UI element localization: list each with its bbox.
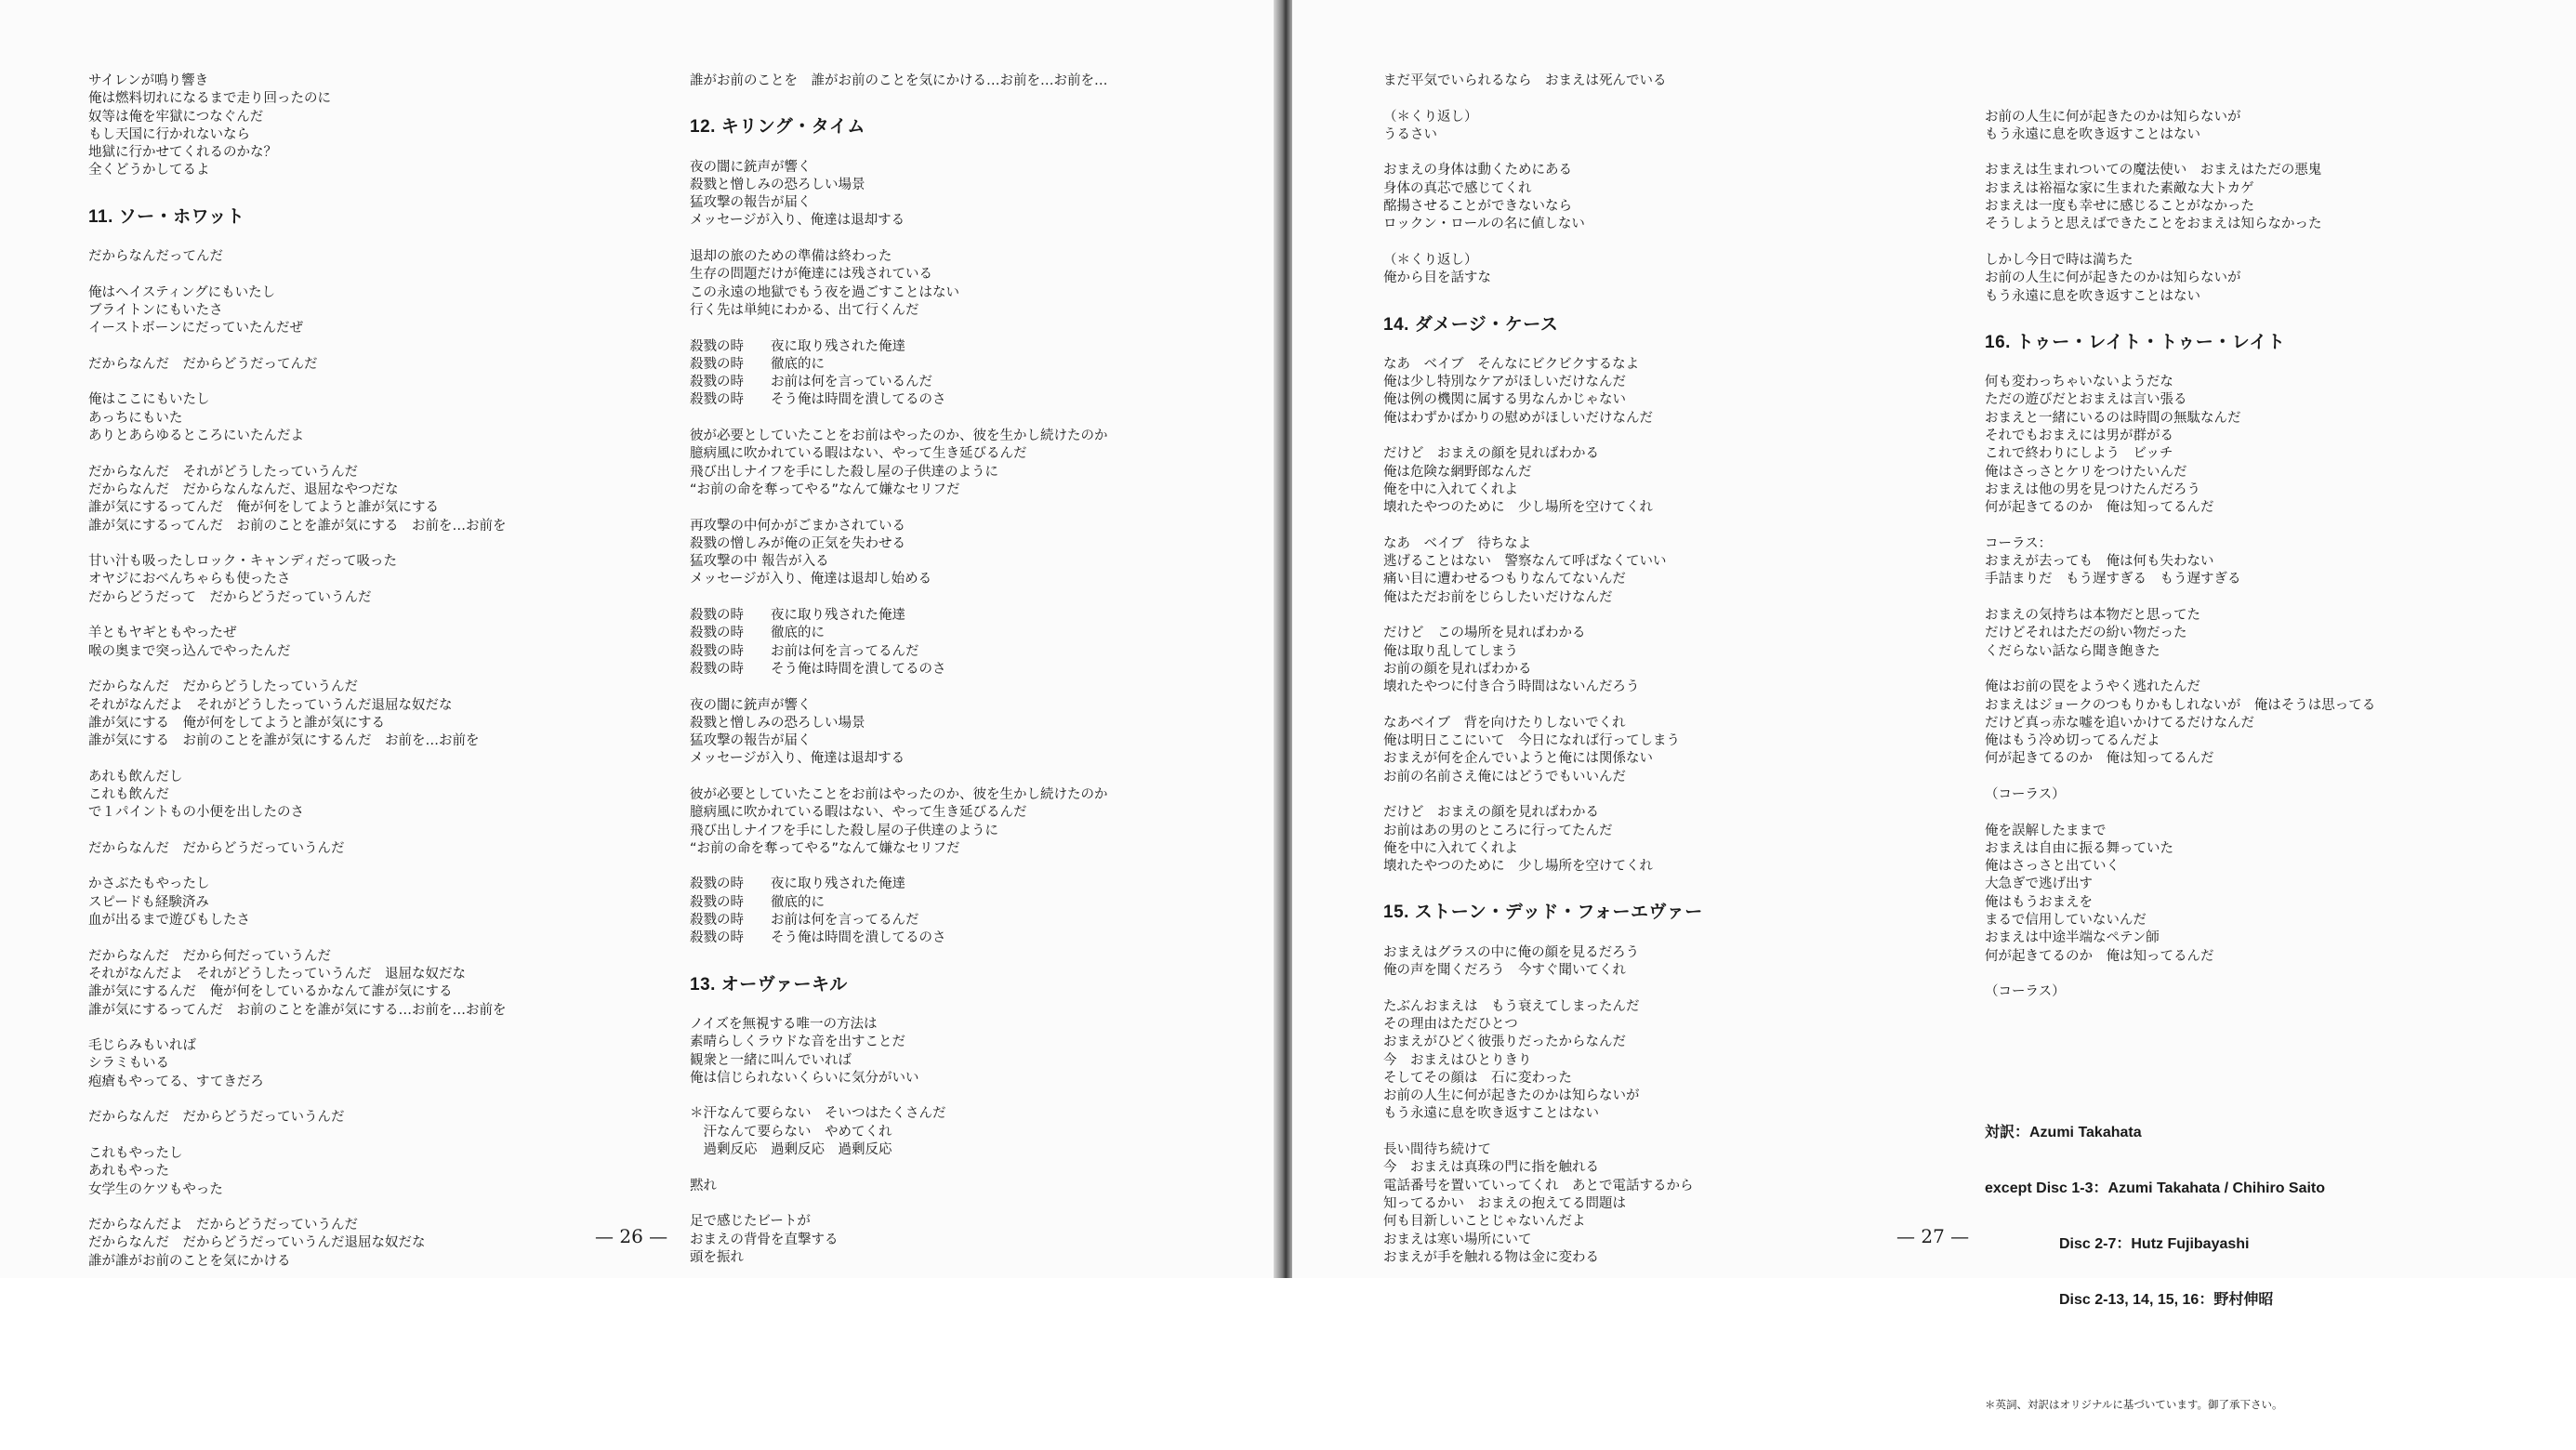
lyric-stanza xyxy=(1985,252,2375,306)
lyric-line: お前の名前さえ俺にはどうでもいいんだ xyxy=(1383,769,1626,784)
lyric-line: ありとあらゆるところにいたんだよ xyxy=(88,428,304,444)
lyric-stanza xyxy=(1383,715,1703,786)
lyrics-column xyxy=(1383,72,1703,1285)
lyric-line: おまえはジョークのつもりかもしれないが 俺はそうは思ってる xyxy=(1985,697,2376,713)
lyric-line: 壊れたやつのために 少し場所を空けてくれ xyxy=(1383,859,1653,875)
lyric-line: お前の顔を見ればわかる xyxy=(1383,661,1532,677)
lyric-line: 殺戮の憎しみが俺の正気を失わせる xyxy=(690,535,905,551)
lyric-line: 俺から目を話すな xyxy=(1383,270,1491,286)
lyric-line: 素晴らしくラウドな音を出すことだ xyxy=(690,1035,905,1050)
lyric-line: なあベイブ 背を向けたりしないでくれ xyxy=(1383,715,1626,731)
lyric-line: 地獄に行かせてくれるのかな？ xyxy=(88,145,277,161)
lyric-stanza xyxy=(88,391,507,445)
lyric-line: だからなんだ だからどうだっていうんだ退屈な奴だな xyxy=(88,1235,426,1251)
credit-line: Disc 2-13, 14, 15, 16：野村伸昭 xyxy=(2059,1292,2274,1309)
lyric-stanza xyxy=(88,1109,507,1127)
lyric-line: 殺戮と憎しみの恐ろしい場景 xyxy=(690,177,865,192)
lyric-line: 血が出るまで遊びもしたさ xyxy=(88,913,250,929)
lyric-line: しかし今日で時は満ちた xyxy=(1985,252,2133,268)
lyric-line: ＊汗なんて要らない そいつはたくさんだ xyxy=(690,1106,946,1122)
lyric-stanza xyxy=(88,625,507,661)
lyric-stanza xyxy=(690,786,1108,858)
lyric-line: 殺戮の時 徹底的に xyxy=(690,356,825,372)
lyric-line: 今 おまえは真珠の門に指を触れる xyxy=(1383,1160,1599,1176)
lyric-line: 逃げることはない 警察なんて呼ばなくていい xyxy=(1383,554,1667,570)
lyric-line: そうしようと思えばできたことをおまえは知らなかった xyxy=(1985,217,2322,232)
song-title: 15. ストーン・デッド・フォーエヴァー xyxy=(1383,903,1703,923)
lyric-line: 殺戮の時 夜に取り残された俺達 xyxy=(690,877,905,892)
lyric-line: 知ってるかい おまえの抱えてる問題は xyxy=(1383,1195,1626,1211)
page-number: — 26 — xyxy=(595,1225,668,1247)
song-title: 16. トゥー・レイト・トゥー・レイト xyxy=(1985,332,2286,352)
lyric-line: 殺戮の時 そう俺は時間を潰してるのさ xyxy=(690,392,946,408)
lyric-stanza xyxy=(690,518,1108,589)
lyric-line: 俺はさっさと出ていく xyxy=(1985,859,2120,875)
lyric-line: 俺の声を聞くだろう 今すぐ聞いてくれ xyxy=(1383,963,1626,979)
lyric-line: なあ ベイブ 待ちなよ xyxy=(1383,535,1532,551)
lyric-line: その理由はただひとつ xyxy=(1383,1016,1518,1032)
lyric-line: お前の人生に何が起きたのかは知らないが xyxy=(1383,1088,1640,1104)
lyric-stanza xyxy=(88,840,507,858)
lyric-line: 殺戮の時 お前は何を言ってるんだ xyxy=(690,643,919,659)
lyric-stanza xyxy=(88,679,507,750)
lyric-line: そしてその顔は 石に変わった xyxy=(1383,1070,1572,1086)
lyric-stanza xyxy=(1985,983,2375,1001)
lyric-stanza xyxy=(690,1105,1108,1159)
lyric-stanza xyxy=(690,72,1108,90)
lyric-line: もう永遠に息を吹き返すことはない xyxy=(1985,126,2200,142)
lyric-line: 疱瘡もやってる、すてきだろ xyxy=(88,1074,264,1089)
translation-credits xyxy=(1985,1087,2375,1347)
lyric-line: 臆病風に吹かれている暇はない、やって生き延びるんだ xyxy=(690,805,1027,821)
lyric-line: 壊れたやつに付き合う時間はないんだろう xyxy=(1383,679,1640,695)
lyric-stanza xyxy=(690,338,1108,410)
lyric-stanza xyxy=(1383,445,1703,517)
lyric-line: 行く先は単純にわかる、出て行くんだ xyxy=(690,302,919,318)
lyric-stanza xyxy=(1383,625,1703,696)
lyric-line: メッセージが入り、俺達は退却する xyxy=(690,751,905,767)
lyric-line: だからなんだ だからどうだってんだ xyxy=(88,356,318,372)
lyric-line: 俺を中に入れてくれよ xyxy=(1383,840,1518,856)
lyric-line: 俺はお前の罠をようやく逃れたんだ xyxy=(1985,679,2200,695)
lyric-line: だからなんだ だから何だっていうんだ xyxy=(88,948,331,964)
lyric-line: おまえは自由に振る舞っていた xyxy=(1985,840,2173,856)
song-title: 12. キリング・タイム xyxy=(690,117,865,138)
lyric-line: もう永遠に息を吹き返すことはない xyxy=(1383,1106,1599,1122)
credit-line: except Disc 1-3：Azumi Takahata / Chihiro Saito xyxy=(1985,1180,2326,1197)
lyric-line: 俺はただお前をじらしたいだけなんだ xyxy=(1383,589,1613,605)
lyric-line: 誰がお前のことを 誰がお前のことを気にかける…お前を…お前を… xyxy=(690,73,1108,88)
lyric-stanza xyxy=(1383,1141,1703,1267)
lyric-line: だからなんだ それがどうしたっていうんだ xyxy=(88,464,358,480)
lyric-line: 誰が気にするってんだ お前のことを誰が気にする お前を…お前を xyxy=(88,518,507,534)
lyric-stanza xyxy=(1383,72,1703,90)
lyric-line: 何も目新しいことじゃないんだよ xyxy=(1383,1214,1586,1230)
lyric-line: おまえは一度も幸せに感じることがなかった xyxy=(1985,199,2254,215)
lyric-line: 俺はもうおまえを xyxy=(1985,894,2093,910)
lyric-line: ロックン・ロールの名に値しない xyxy=(1383,217,1585,232)
lyric-line: “お前の命を奪ってやる”なんて嫌なセリフだ xyxy=(690,481,960,497)
lyric-line: 甘い汁も吸ったしロック・キャンディだって吸った xyxy=(88,554,398,570)
lyric-stanza xyxy=(1985,535,2375,589)
lyric-line: もし天国に行かれないなら xyxy=(88,126,250,142)
lyric-line: 頭を振れ xyxy=(690,1249,744,1265)
lyric-line: 手詰まりだ もう遅すぎる もう遅すぎる xyxy=(1985,572,2241,587)
lyric-line: お前の人生に何が起きたのかは知らないが xyxy=(1985,270,2241,286)
lyric-line: お前はあの男のところに行ってたんだ xyxy=(1383,823,1613,838)
lyric-line: 何が起きてるのか 俺は知ってるんだ xyxy=(1985,500,2214,516)
lyric-stanza xyxy=(88,1037,507,1091)
lyric-line: 俺は少し特別なケアがほしいだけなんだ xyxy=(1383,375,1626,390)
booklet-page-right xyxy=(1292,0,2576,1412)
lyric-line: 飛び出しナイフを手にした殺し屋の子供達のように xyxy=(690,823,999,838)
lyric-line: だからなんだよ だからどうだっていうんだ xyxy=(88,1218,358,1233)
lyric-stanza xyxy=(1985,679,2375,768)
lyric-line: コーラス： xyxy=(1985,535,2053,551)
lyric-line: 殺戮の時 夜に取り残された俺達 xyxy=(690,338,905,354)
lyric-line: おまえの気持ちは本物だと思ってた xyxy=(1985,608,2200,624)
lyric-line: 奴等は俺を牢獄につなぐんだ xyxy=(88,109,264,125)
lyric-line: 夜の闇に銃声が響く xyxy=(690,697,812,713)
lyric-line: おまえは他の男を見つけたんだろう xyxy=(1985,481,2200,497)
lyric-line: 夜の闇に銃声が響く xyxy=(690,159,812,175)
lyric-line: これもやったし xyxy=(88,1145,183,1161)
lyric-stanza xyxy=(690,1016,1108,1088)
lyric-line: おまえが手を触れる物は金に変わる xyxy=(1383,1249,1599,1265)
lyric-stanza xyxy=(690,428,1108,499)
lyric-line: 彼が必要としていたことをお前はやったのか、彼を生かし続けたのか xyxy=(690,786,1108,802)
lyric-line: スピードも経験済み xyxy=(88,894,209,910)
lyric-stanza xyxy=(1985,823,2375,966)
booklet-page-left xyxy=(0,0,1278,1278)
lyric-line: イーストボーンにだっていたんだぜ xyxy=(88,321,303,336)
lyric-line: まるで信用していないんだ xyxy=(1985,913,2147,929)
lyric-line: おまえの身体は動くためにある xyxy=(1383,163,1572,178)
lyrics-column xyxy=(1985,72,2375,1450)
lyric-line: おまえがひどく彼張りだったからなんだ xyxy=(1383,1035,1626,1050)
lyric-line: （コーラス） xyxy=(1985,786,2066,802)
lyric-line: お前の人生に何が起きたのかは知らないが xyxy=(1985,109,2241,125)
lyric-line: 観衆と一緒に叫んでいれば xyxy=(690,1052,852,1068)
lyric-line: （＊くり返し） xyxy=(1383,109,1478,125)
lyric-line: だからなんだ だからどうしたっていうんだ xyxy=(88,679,358,695)
lyric-line: だからなんだ だからどうだっていうんだ xyxy=(88,840,345,856)
lyric-line: それでもおまえには男が群がる xyxy=(1985,428,2173,444)
lyric-line: おまえはグラスの中に俺の顔を見るだろう xyxy=(1383,944,1640,960)
page-number: — 27 — xyxy=(1896,1225,1970,1247)
lyric-line: たぶんおまえは もう衰えてしまったんだ xyxy=(1383,998,1640,1014)
lyric-line: 何が起きてるのか 俺は知ってるんだ xyxy=(1985,751,2214,767)
lyric-line: だけど おまえの顔を見ればわかる xyxy=(1383,805,1599,821)
lyric-line: くだらない話なら聞き飽きた xyxy=(1985,643,2160,659)
lyric-line: 長い間待ち続けて xyxy=(1383,1142,1491,1158)
lyric-line: 誰が気にするってんだ お前のことを誰が気にする…お前を…お前を xyxy=(88,1002,507,1018)
lyric-line: まだ平気でいられるなら おまえは死んでいる xyxy=(1383,73,1667,88)
lyric-line: シラミもいる xyxy=(88,1056,169,1072)
lyric-stanza xyxy=(1383,804,1703,876)
song-title: 13. オーヴァーキル xyxy=(690,974,848,995)
lyric-line: オヤジにおべんちゃらも使ったさ xyxy=(88,572,291,587)
lyric-stanza xyxy=(690,248,1108,320)
credit-note: ＊英詞、対訳はオリジナルに基づいています。御了承下さい。 xyxy=(1985,1398,2283,1412)
lyric-line: もう永遠に息を吹き返すことはない xyxy=(1985,288,2200,304)
lyric-line: おまえは寒い場所にいて xyxy=(1383,1232,1532,1247)
lyric-line: おまえは中途半端なペテン師 xyxy=(1985,930,2160,946)
lyric-line: 毛じらみもいれば xyxy=(88,1038,196,1054)
lyric-line: あっちにもいた xyxy=(88,410,183,426)
lyric-line: 誰が気にするんだ 俺が何をしているかなんて誰が気にする xyxy=(88,984,453,1000)
lyric-line: 殺戮の時 そう俺は時間を潰してるのさ xyxy=(690,930,946,946)
lyric-line: 殺戮の時 夜に取り残された俺達 xyxy=(690,608,905,624)
lyric-line: だけど おまえの顔を見ればわかる xyxy=(1383,446,1599,462)
lyric-stanza xyxy=(88,248,507,266)
lyric-line: （コーラス） xyxy=(1985,984,2066,1000)
lyric-line: 殺戮の時 お前は何を言っているんだ xyxy=(690,375,932,390)
lyric-line: 誰が気にする お前のことを誰が気にするんだ お前を…お前を xyxy=(88,733,480,749)
lyric-stanza xyxy=(88,769,507,823)
lyric-stanza xyxy=(690,159,1108,231)
lyric-stanza xyxy=(690,1178,1108,1195)
lyric-line: うるさい xyxy=(1383,126,1437,142)
lyric-line: 俺は信じられないくらいに気分がいい xyxy=(690,1070,919,1086)
lyric-line: かさぶたもやったし xyxy=(88,877,210,892)
lyric-line: 俺は燃料切れになるまで走り回ったのに xyxy=(88,91,331,107)
lyric-stanza xyxy=(1383,944,1703,981)
lyric-stanza xyxy=(1383,535,1703,607)
lyric-line: 殺戮の時 徹底的に xyxy=(690,626,825,641)
lyric-line: 殺戮の時 徹底的に xyxy=(690,894,825,910)
lyric-line: 俺は例の機関に属する男なんかじゃない xyxy=(1383,392,1626,408)
lyrics-column xyxy=(690,72,1108,1285)
lyric-line: あれもやった xyxy=(88,1164,169,1180)
lyric-line: ブライトンにもいたさ xyxy=(88,302,223,318)
lyric-stanza xyxy=(1985,607,2375,661)
lyric-line: 俺はわずかばかりの慰めがほしいだけなんだ xyxy=(1383,410,1653,426)
lyric-line: 酩揚させることができないなら xyxy=(1383,199,1572,215)
lyric-line: 俺は危険な網野郎なんだ xyxy=(1383,464,1532,480)
lyric-line: 全くどうかしてるよ xyxy=(88,163,210,178)
lyric-line: それがなんだよ それがどうしたっていうんだ退屈な奴だな xyxy=(88,697,453,713)
lyric-line: だけどそれはただの紛い物だった xyxy=(1985,626,2187,641)
lyric-line: 俺は取り乱してしまう xyxy=(1383,643,1518,659)
lyric-line: 殺戮と憎しみの恐ろしい場景 xyxy=(690,715,865,731)
lyric-stanza xyxy=(88,553,507,607)
lyric-line: 再攻撃の中何かがごまかされている xyxy=(690,518,905,534)
lyric-line: 俺は明日ここにいて 今日になれば行ってしまう xyxy=(1383,733,1680,749)
lyric-line: で１パイントもの小便を出したのさ xyxy=(88,805,304,821)
lyric-line: 退却の旅のための準備は終わった xyxy=(690,249,892,265)
lyric-line: 誰が誰がお前のことを気にかける xyxy=(88,1253,291,1269)
song-title: 14. ダメージ・ケース xyxy=(1383,314,1559,335)
lyric-line: 大急ぎで逃げ出す xyxy=(1985,877,2093,892)
lyric-stanza xyxy=(88,284,507,338)
lyric-line: メッセージが入り、俺達は退却し始める xyxy=(690,572,932,587)
lyric-line: 今 おまえはひとりきり xyxy=(1383,1052,1532,1068)
credit-line: 対訳：Azumi Takahata xyxy=(1985,1125,2142,1141)
lyric-line: おまえは裕福な家に生まれた素敵な大トカゲ xyxy=(1985,180,2254,196)
lyric-line: 女学生のケツもやった xyxy=(88,1181,223,1197)
lyric-line: それがなんだよ それがどうしたっていうんだ 退屈な奴だな xyxy=(88,966,466,982)
lyric-stanza xyxy=(1383,252,1703,288)
lyric-line: メッセージが入り、俺達は退却する xyxy=(690,213,905,229)
lyric-stanza xyxy=(1985,109,2375,145)
lyric-line: 身体の真芯で感じてくれ xyxy=(1383,180,1532,196)
lyrics-column xyxy=(88,72,507,1288)
lyric-line: おまえの背骨を直撃する xyxy=(690,1232,839,1247)
credit-line: Disc 2-7：Hutz Fujibayashi xyxy=(2059,1236,2250,1253)
lyric-line: おまえが何を企んでいようと俺には関係ない xyxy=(1383,751,1653,767)
lyric-line: 殺戮の時 お前は何を言ってるんだ xyxy=(690,913,919,929)
lyric-line: あれも飲んだし xyxy=(88,769,183,784)
lyric-line: 痛い目に遭わせるつもりなんてないんだ xyxy=(1383,572,1626,587)
lyric-stanza xyxy=(88,876,507,929)
lyric-stanza xyxy=(1383,998,1703,1124)
lyric-line: この永遠の地獄でもう夜を過ごすことはない xyxy=(690,284,959,300)
lyric-line: 俺はここにもいたし xyxy=(88,392,210,408)
lyric-stanza xyxy=(1383,109,1703,145)
lyric-line: 壊れたやつのために 少し場所を空けてくれ xyxy=(1383,500,1653,516)
lyric-line: 俺はさっさとケリをつけたいんだ xyxy=(1985,464,2187,480)
lyric-stanza xyxy=(690,876,1108,947)
lyric-stanza xyxy=(88,464,507,535)
lyric-stanza xyxy=(1985,374,2375,517)
lyric-line: 俺を誤解したままで xyxy=(1985,823,2107,838)
lyric-line: だけど真っ赤な嘘を追いかけてるだけなんだ xyxy=(1985,715,2254,731)
lyric-line: 足で感じたビートが xyxy=(690,1214,811,1230)
lyric-line: 過剰反応 過剰反応 過剰反応 xyxy=(690,1142,892,1158)
lyric-line: 喉の奥まで突っ込んでやったんだ xyxy=(88,643,291,659)
lyric-line: 猛攻撃の中 報告が入る xyxy=(690,554,829,570)
lyric-line: 生存の問題だけが俺達には残されている xyxy=(690,267,932,283)
lyric-line: 飛び出しナイフを手にした殺し屋の子供達のように xyxy=(690,464,999,480)
song-title: 11. ソー・ホワット xyxy=(88,206,245,227)
lyric-stanza xyxy=(88,72,507,180)
lyric-line: 電話番号を置いていってくれ あとで電話するから xyxy=(1383,1178,1694,1193)
lyric-stanza xyxy=(690,697,1108,769)
lyric-line: 俺はもう冷め切ってるんだよ xyxy=(1985,733,2160,749)
lyric-line: 俺はヘイスティングにもいたし xyxy=(88,284,276,300)
lyric-line: だからなんだってんだ xyxy=(88,249,223,265)
lyric-line: おまえが去っても 俺は何も失わない xyxy=(1985,554,2214,570)
lyric-line: なあ ベイブ そんなにビクビクするなよ xyxy=(1383,356,1640,372)
lyric-stanza xyxy=(88,948,507,1020)
lyric-line: （＊くり返し） xyxy=(1383,252,1478,268)
lyric-line: サイレンが鳴り響き xyxy=(88,73,209,88)
lyric-line: “お前の命を奪ってやる”なんて嫌なセリフだ xyxy=(690,840,960,856)
lyric-line: これも飲んだ xyxy=(88,786,169,802)
lyric-line: おまえと一緒にいるのは時間の無駄なんだ xyxy=(1985,410,2241,426)
lyric-line: 殺戮の時 そう俺は時間を潰してるのさ xyxy=(690,661,946,677)
lyric-line: だからどうだって だからどうだっていうんだ xyxy=(88,589,372,605)
lyric-stanza xyxy=(1985,786,2375,804)
lyric-line: 誰が気にする 俺が何をしてようと誰が気にする xyxy=(88,715,385,731)
lyric-stanza xyxy=(88,356,507,374)
lyric-line: だからなんだ だからどうだっていうんだ xyxy=(88,1110,345,1126)
lyric-line: 猛攻撃の報告が届く xyxy=(690,195,812,211)
lyric-line: 彼が必要としていたことをお前はやったのか、彼を生かし続けたのか xyxy=(690,428,1108,444)
lyric-line: 誰が気にするってんだ 俺が何をしてようと誰が気にする xyxy=(88,500,439,516)
lyric-stanza xyxy=(88,1145,507,1199)
lyric-line: だけど この場所を見ればわかる xyxy=(1383,626,1586,641)
lyric-stanza xyxy=(690,607,1108,679)
lyric-line: 黙れ xyxy=(690,1178,717,1193)
lyric-line: 俺を中に入れてくれよ xyxy=(1383,481,1518,497)
lyric-line: 羊ともヤギともやったぜ xyxy=(88,626,237,641)
lyric-line: 汗なんて要らない やめてくれ xyxy=(690,1124,892,1140)
lyric-line: ノイズを無視する唯一の方法は xyxy=(690,1016,878,1032)
lyric-stanza xyxy=(1383,356,1703,428)
lyric-line: 臆病風に吹かれている暇はない、やって生き延びるんだ xyxy=(690,446,1027,462)
lyric-line: 何も変わっちゃいないようだな xyxy=(1985,375,2173,390)
lyric-line: これで終わりにしよう ビッチ xyxy=(1985,446,2173,462)
lyric-stanza xyxy=(88,1217,507,1271)
lyric-stanza xyxy=(690,1213,1108,1267)
lyric-line: 何が起きてるのか 俺は知ってるんだ xyxy=(1985,948,2214,964)
lyric-line: だからなんだ だからなんなんだ、退屈なやつだな xyxy=(88,481,399,497)
lyric-stanza xyxy=(1383,162,1703,233)
lyric-stanza xyxy=(1985,162,2375,233)
lyric-line: 猛攻撃の報告が届く xyxy=(690,733,812,749)
lyric-line: ただの遊びだとおまえは言い張る xyxy=(1985,392,2187,408)
lyric-line: おまえは生まれついての魔法使い おまえはただの悪鬼 xyxy=(1985,163,2322,178)
